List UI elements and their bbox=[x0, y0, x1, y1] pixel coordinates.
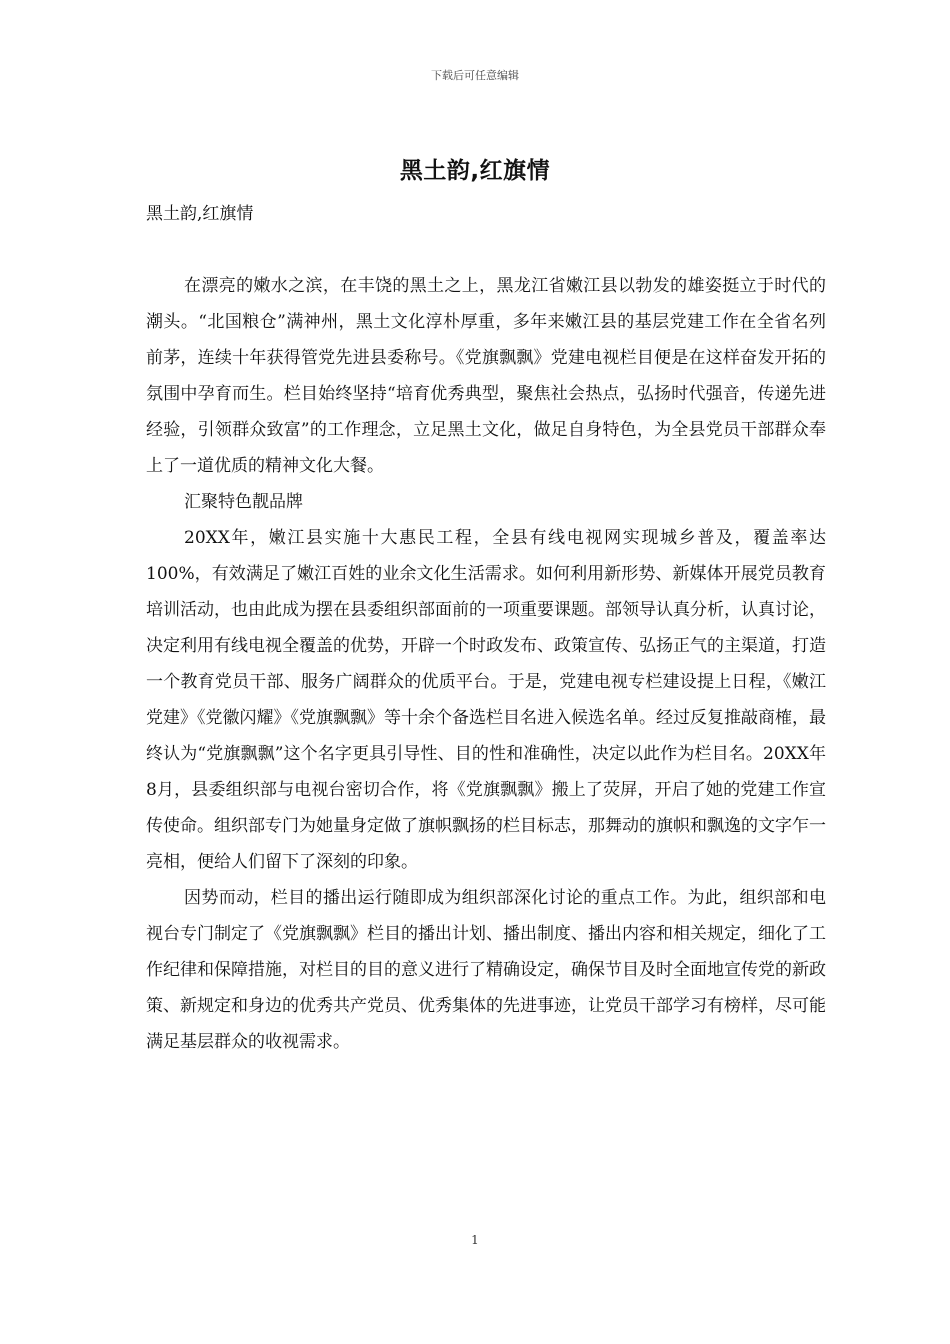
paragraph-history: 20XX年，嫩江县实施十大惠民工程，全县有线电视网实现城乡普及，覆盖率达100%，有效满足了嫩江百姓的业余文化生活需求。如何利用新形势、新媒体开展党员教育培训活动，也由此成为摆在县委组织部面前的一项重要课题。部领导认真分析，认真讨论，决定利用有线电视全覆盖的优势，开辟一个时政发布、政策宣传、弘扬正气的主渠道，打造一个教育党员干部、服务广阔群众的优质平台。于是，党建电视专栏建设提上日程，《嫩江党建》《党徽闪耀》《党旗飘飘》等十余个备选栏目名进入候选名单。经过反复推敲商榷，最终认为“党旗飘飘”这个名字更具引导性、目的性和准确性，决定以此作为栏目名。20XX年8月，县委组织部与电视台密切合作，将《党旗飘飘》搬上了荧屏，开启了她的党建工作宣传使命。组织部专门为她量身定做了旗帜飘扬的栏目标志，那舞动的旗帜和飘逸的文字乍一亮相，便给人们留下了深刻的印象。 bbox=[146, 528, 826, 872]
paragraph-gap bbox=[146, 232, 826, 268]
page-number: 1 bbox=[471, 1233, 479, 1247]
document-subtitle: 黑土韵,红旗情 bbox=[146, 204, 254, 224]
document-title: 黑土韵,红旗情 bbox=[399, 158, 551, 184]
section-heading: 汇聚特色靓品牌 bbox=[184, 492, 303, 512]
page-header: 下载后可任意编辑 bbox=[431, 69, 519, 82]
paragraph-intro: 在漂亮的嫩水之滨，在丰饶的黑土之上，黑龙江省嫩江县以勃发的雄姿挺立于时代的潮头。“北国粮仓”满神州，黑土文化淳朴厚重，多年来嫩江县的基层党建工作在全省名列前茅，连续十年获得管党先进县委称号。《党旗飘飘》党建电视栏目便是在这样奋发开拓的氛围中孕育而生。栏目始终坚持“培育优秀典型，聚焦社会热点，弘扬时代强音，传递先进经验，引领群众致富”的工作理念，立足黑土文化，做足自身特色，为全县党员干部群众奉上了一道优质的精神文化大餐。 bbox=[146, 276, 826, 476]
paragraph-operation: 因势而动，栏目的播出运行随即成为组织部深化讨论的重点工作。为此，组织部和电视台专门制定了《党旗飘飘》栏目的播出计划、播出制度、播出内容和相关规定，细化了工作纪律和保障措施，对栏目的目的意义进行了精确设定，确保节目及时全面地宣传党的新政策、新规定和身边的优秀共产党员、优秀集体的先进事迹，让党员干部学习有榜样，尽可能满足基层群众的收视需求。 bbox=[146, 888, 826, 1052]
document-body bbox=[146, 196, 826, 1060]
